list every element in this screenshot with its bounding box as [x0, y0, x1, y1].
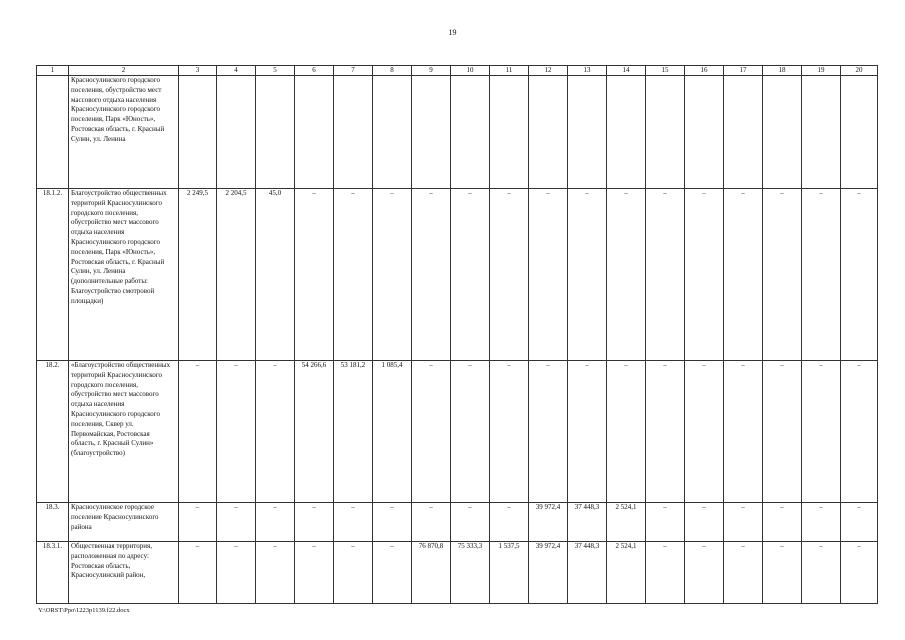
value-cell: – — [685, 189, 724, 361]
value-cell: – — [685, 361, 724, 503]
row-number-cell: 18.2. — [37, 361, 69, 503]
value-cell: – — [412, 361, 451, 503]
column-number: 5 — [256, 66, 295, 76]
row-number-cell: 18.3. — [37, 503, 69, 542]
value-cell: 39 972,4 — [529, 503, 568, 542]
value-cell: – — [217, 361, 256, 503]
column-number: 14 — [607, 66, 646, 76]
value-cell: – — [256, 503, 295, 542]
value-cell: – — [334, 542, 373, 604]
value-cell — [412, 76, 451, 189]
column-number: 3 — [179, 66, 217, 76]
column-number: 12 — [529, 66, 568, 76]
file-path-footer: Y:\ORST\Ppo\1223p1139.f22.docx — [38, 607, 130, 614]
value-cell: – — [256, 361, 295, 503]
value-cell: 1 537,5 — [490, 542, 529, 604]
value-cell: – — [724, 503, 763, 542]
value-cell — [724, 76, 763, 189]
table-row — [37, 542, 878, 604]
value-cell: – — [802, 503, 841, 542]
value-cell: – — [490, 189, 529, 361]
value-cell — [334, 76, 373, 189]
value-cell: – — [685, 542, 724, 604]
value-cell: – — [529, 361, 568, 503]
value-cell: 39 972,4 — [529, 542, 568, 604]
value-cell: – — [724, 542, 763, 604]
value-cell: 37 448,3 — [568, 503, 607, 542]
row-number-cell — [37, 76, 69, 189]
table-row — [37, 76, 878, 189]
value-cell: 37 448,3 — [568, 542, 607, 604]
column-number: 6 — [295, 66, 334, 76]
value-cell — [451, 76, 490, 189]
value-cell: – — [841, 542, 878, 604]
value-cell — [295, 76, 334, 189]
value-cell: – — [373, 503, 412, 542]
value-cell — [763, 76, 802, 189]
value-cell — [802, 76, 841, 189]
value-cell: – — [373, 189, 412, 361]
description-cell: Благоустройство общественных территорий Красносулинского городского поселения, обустройство мест массового отдыха населения Красносулинского городского поселения, Парк «Юность», Ростовская область, г. Красный Сулин, ул. Ленина (дополнительные работы: Благоустройство смотровой площадки) — [69, 189, 179, 361]
value-cell — [841, 76, 878, 189]
row-number-cell: 18.1.2. — [37, 189, 69, 361]
column-number: 16 — [685, 66, 724, 76]
value-cell: 1 085,4 — [373, 361, 412, 503]
value-cell: – — [802, 361, 841, 503]
column-number: 15 — [646, 66, 685, 76]
value-cell — [490, 76, 529, 189]
column-number: 13 — [568, 66, 607, 76]
description-cell: «Благоустройство общественных территорий Красносулинского городского поселения, обустройство мест массового отдыха населения Красносулинского городского поселения, Сквер ул. Первомайская, Ростовская область, г. Красный Сулин» (благоустройство) — [69, 361, 179, 503]
value-cell: – — [841, 361, 878, 503]
value-cell: – — [841, 189, 878, 361]
value-cell: 2 204,5 — [217, 189, 256, 361]
description-cell: Красносулинского городского поселения, обустройство мест массового отдыха населения Красносулинского городского поселения, Парк «Юность», Ростовская область, г. Красный Сулин, ул. Ленина — [69, 76, 179, 189]
value-cell: – — [646, 503, 685, 542]
column-number: 19 — [802, 66, 841, 76]
value-cell: – — [217, 542, 256, 604]
value-cell: – — [451, 189, 490, 361]
value-cell: – — [763, 542, 802, 604]
description-cell: Красносулинское городское поселение Красносулинского района — [69, 503, 179, 542]
value-cell: – — [724, 189, 763, 361]
column-number: 9 — [412, 66, 451, 76]
value-cell: 2 249,5 — [179, 189, 217, 361]
value-cell — [685, 76, 724, 189]
value-cell: – — [412, 189, 451, 361]
value-cell: – — [334, 189, 373, 361]
value-cell: – — [412, 503, 451, 542]
column-number: 7 — [334, 66, 373, 76]
value-cell: – — [724, 361, 763, 503]
column-number: 4 — [217, 66, 256, 76]
value-cell: – — [802, 542, 841, 604]
value-cell: – — [490, 361, 529, 503]
value-cell: – — [607, 189, 646, 361]
value-cell — [256, 76, 295, 189]
column-number: 20 — [841, 66, 878, 76]
value-cell — [373, 76, 412, 189]
page-number: 19 — [448, 28, 457, 37]
value-cell: 45,0 — [256, 189, 295, 361]
value-cell: – — [256, 542, 295, 604]
value-cell: – — [334, 503, 373, 542]
table-row — [37, 503, 878, 542]
value-cell: 54 266,6 — [295, 361, 334, 503]
value-cell: 76 870,8 — [412, 542, 451, 604]
table-row — [37, 361, 878, 503]
value-cell: – — [451, 503, 490, 542]
value-cell: – — [295, 542, 334, 604]
value-cell: – — [529, 189, 568, 361]
budget-table — [36, 65, 878, 604]
value-cell: – — [217, 503, 256, 542]
value-cell: – — [568, 189, 607, 361]
value-cell — [646, 76, 685, 189]
value-cell: – — [646, 361, 685, 503]
value-cell: – — [295, 503, 334, 542]
value-cell: – — [646, 189, 685, 361]
value-cell: – — [490, 503, 529, 542]
value-cell: – — [451, 361, 490, 503]
column-number: 2 — [69, 66, 179, 76]
value-cell: – — [646, 542, 685, 604]
value-cell: – — [607, 361, 646, 503]
column-number: 11 — [490, 66, 529, 76]
value-cell: 2 524,1 — [607, 542, 646, 604]
value-cell: 2 524,1 — [607, 503, 646, 542]
column-number: 8 — [373, 66, 412, 76]
value-cell: – — [763, 503, 802, 542]
description-cell: Общественная территория, расположенная по адресу: Ростовская область, Красносулинский район, — [69, 542, 179, 604]
value-cell: – — [802, 189, 841, 361]
value-cell: – — [179, 361, 217, 503]
value-cell — [217, 76, 256, 189]
column-number: 17 — [724, 66, 763, 76]
value-cell: – — [685, 503, 724, 542]
table-body — [37, 66, 878, 604]
column-number: 10 — [451, 66, 490, 76]
value-cell: – — [763, 189, 802, 361]
value-cell: – — [295, 189, 334, 361]
value-cell — [607, 76, 646, 189]
value-cell: 53 181,2 — [334, 361, 373, 503]
value-cell — [529, 76, 568, 189]
column-number: 18 — [763, 66, 802, 76]
value-cell: 75 333,3 — [451, 542, 490, 604]
value-cell — [568, 76, 607, 189]
value-cell: – — [179, 542, 217, 604]
value-cell: – — [568, 361, 607, 503]
row-number-cell: 18.3.1. — [37, 542, 69, 604]
value-cell — [179, 76, 217, 189]
table-row — [37, 189, 878, 361]
value-cell: – — [373, 542, 412, 604]
header-row — [37, 66, 878, 76]
value-cell: – — [841, 503, 878, 542]
column-number: 1 — [37, 66, 69, 76]
value-cell: – — [179, 503, 217, 542]
value-cell: – — [763, 361, 802, 503]
